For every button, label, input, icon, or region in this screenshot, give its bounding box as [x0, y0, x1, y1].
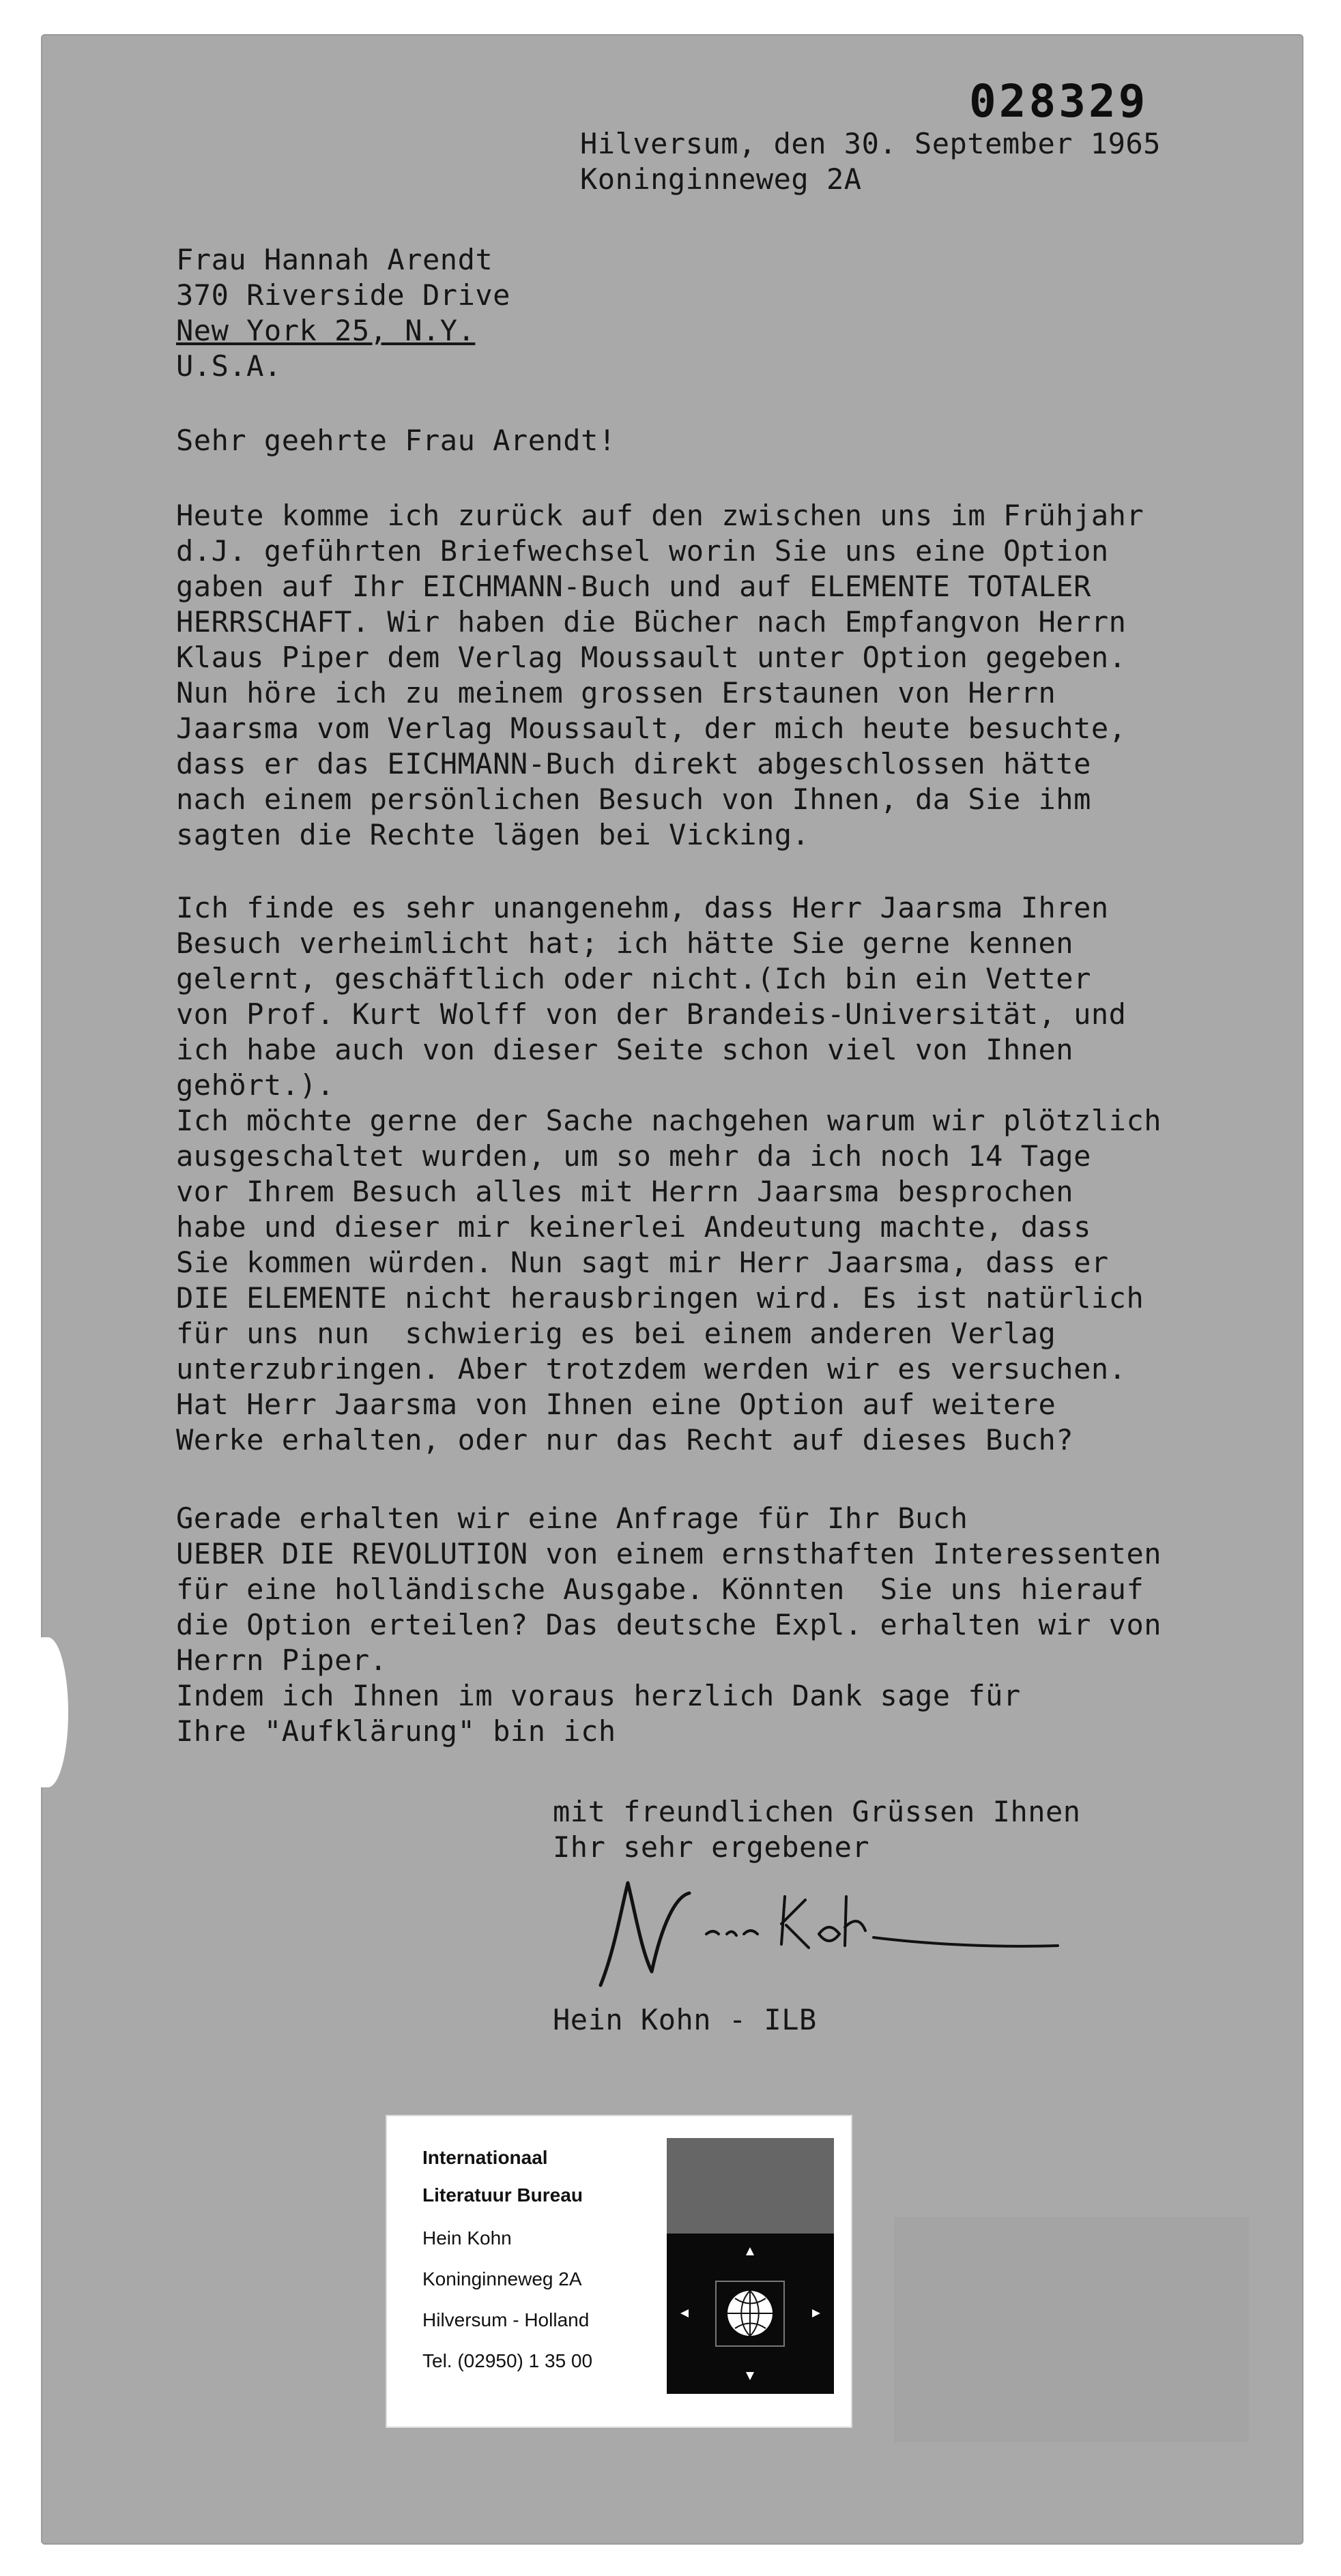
line: Werke erhalten, oder nur das Recht auf dieses Buch?	[176, 1423, 1074, 1457]
line: Heute komme ich zurück auf den zwischen uns im Frühjahr	[176, 499, 1144, 532]
line: von Prof. Kurt Wolff von der Brandeis-Universität, und	[176, 997, 1127, 1031]
line: Klaus Piper dem Verlag Moussault unter Option gegeben.	[176, 641, 1127, 674]
line: Ihre "Aufklärung" bin ich	[176, 1714, 616, 1748]
card-company-line1: Internationaal	[422, 2147, 548, 2168]
line: habe und dieser mir keinerlei Andeutung machte, dass	[176, 1210, 1091, 1244]
place-date: Hilversum, den 30. September 1965	[580, 127, 1161, 160]
line: Gerade erhalten wir eine Anfrage für Ihr Buch	[176, 1502, 968, 1535]
logo-block-top	[667, 2138, 834, 2234]
recipient-name: Frau Hannah Arendt	[176, 243, 493, 276]
recipient-country: U.S.A.	[176, 349, 282, 383]
card-city: Hilversum - Holland	[422, 2309, 590, 2330]
line: sagten die Rechte lägen bei Vicking.	[176, 818, 810, 851]
globe-logo-icon	[667, 2234, 834, 2394]
line: Ich möchte gerne der Sache nachgehen warum wir plötzlich	[176, 1104, 1162, 1137]
card-street: Koninginneweg 2A	[422, 2268, 582, 2289]
faint-stamp	[894, 2217, 1249, 2442]
line: ausgeschaltet wurden, um so mehr da ich noch 14 Tage	[176, 1139, 1091, 1173]
paper-tear	[27, 1637, 68, 1787]
line: DIE ELEMENTE nicht herausbringen wird. Es ist natürlich	[176, 1281, 1144, 1315]
closing	[553, 1794, 1081, 1865]
line: gehört.).	[176, 1068, 335, 1102]
line: die Option erteilen? Das deutsche Expl. erhalten wir von	[176, 1608, 1162, 1641]
line: Ich finde es sehr unangenehm, dass Herr Jaarsma Ihren	[176, 891, 1109, 924]
sender-name: Hein Kohn - ILB	[553, 2003, 817, 2036]
line: Sie kommen würden. Nun sagt mir Herr Jaarsma, dass er	[176, 1246, 1109, 1279]
line: dass er das EICHMANN-Buch direkt abgeschlossen hätte	[176, 747, 1091, 780]
line: gelernt, geschäftlich oder nicht.(Ich bin ein Vetter	[176, 962, 1091, 995]
line: Besuch verheimlicht hat; ich hätte Sie gerne kennen	[176, 926, 1074, 960]
archive-number: 028329	[969, 75, 1149, 128]
line: ich habe auch von dieser Seite schon viel von Ihnen	[176, 1033, 1074, 1066]
line: UEBER DIE REVOLUTION von einem ernsthaften Interessenten	[176, 1537, 1162, 1570]
salutation: Sehr geehrte Frau Arendt!	[176, 424, 616, 457]
card-company-line2: Literatuur Bureau	[422, 2184, 583, 2206]
line: d.J. geführten Briefwechsel worin Sie uns eine Option	[176, 534, 1109, 568]
recipient-city: New York 25, N.Y.	[176, 314, 476, 347]
line: unterzubringen. Aber trotzdem werden wir es versuchen.	[176, 1352, 1127, 1386]
line: nach einem persönlichen Besuch von Ihnen, da Sie ihm	[176, 782, 1091, 816]
business-card	[386, 2115, 852, 2428]
line: Jaarsma vom Verlag Moussault, der mich heute besuchte,	[176, 712, 1127, 745]
line: Nun höre ich zu meinem grossen Erstaunen von Herrn	[176, 676, 1056, 709]
closing-line: mit freundlichen Grüssen Ihnen	[553, 1795, 1081, 1828]
line: Hat Herr Jaarsma von Ihnen eine Option auf weitere	[176, 1388, 1056, 1421]
line: HERRSCHAFT. Wir haben die Bücher nach Empfangvon Herrn	[176, 605, 1127, 639]
paragraph-2	[176, 890, 1162, 1458]
card-person: Hein Kohn	[422, 2227, 512, 2249]
letter-header	[580, 126, 1161, 197]
closing-line: Ihr sehr ergebener	[553, 1830, 870, 1864]
line: gaben auf Ihr EICHMANN-Buch und auf ELEMENTE TOTALER	[176, 570, 1091, 603]
signature	[587, 1869, 1065, 1992]
paragraph-1	[176, 498, 1144, 853]
paragraph-3	[176, 1501, 1162, 1749]
card-phone: Tel. (02950) 1 35 00	[422, 2350, 593, 2371]
logo-block-bottom	[667, 2234, 834, 2394]
recipient-address	[176, 242, 510, 384]
line: für eine holländische Ausgabe. Könnten Sie uns hierauf	[176, 1572, 1144, 1606]
line: Herrn Piper.	[176, 1643, 388, 1677]
line: für uns nun schwierig es bei einem anderen Verlag	[176, 1317, 1056, 1350]
line: vor Ihrem Besuch alles mit Herrn Jaarsma besprochen	[176, 1175, 1074, 1208]
recipient-street: 370 Riverside Drive	[176, 278, 510, 312]
line: Indem ich Ihnen im voraus herzlich Dank sage für	[176, 1679, 1021, 1712]
sender-street: Koninginneweg 2A	[580, 162, 862, 196]
